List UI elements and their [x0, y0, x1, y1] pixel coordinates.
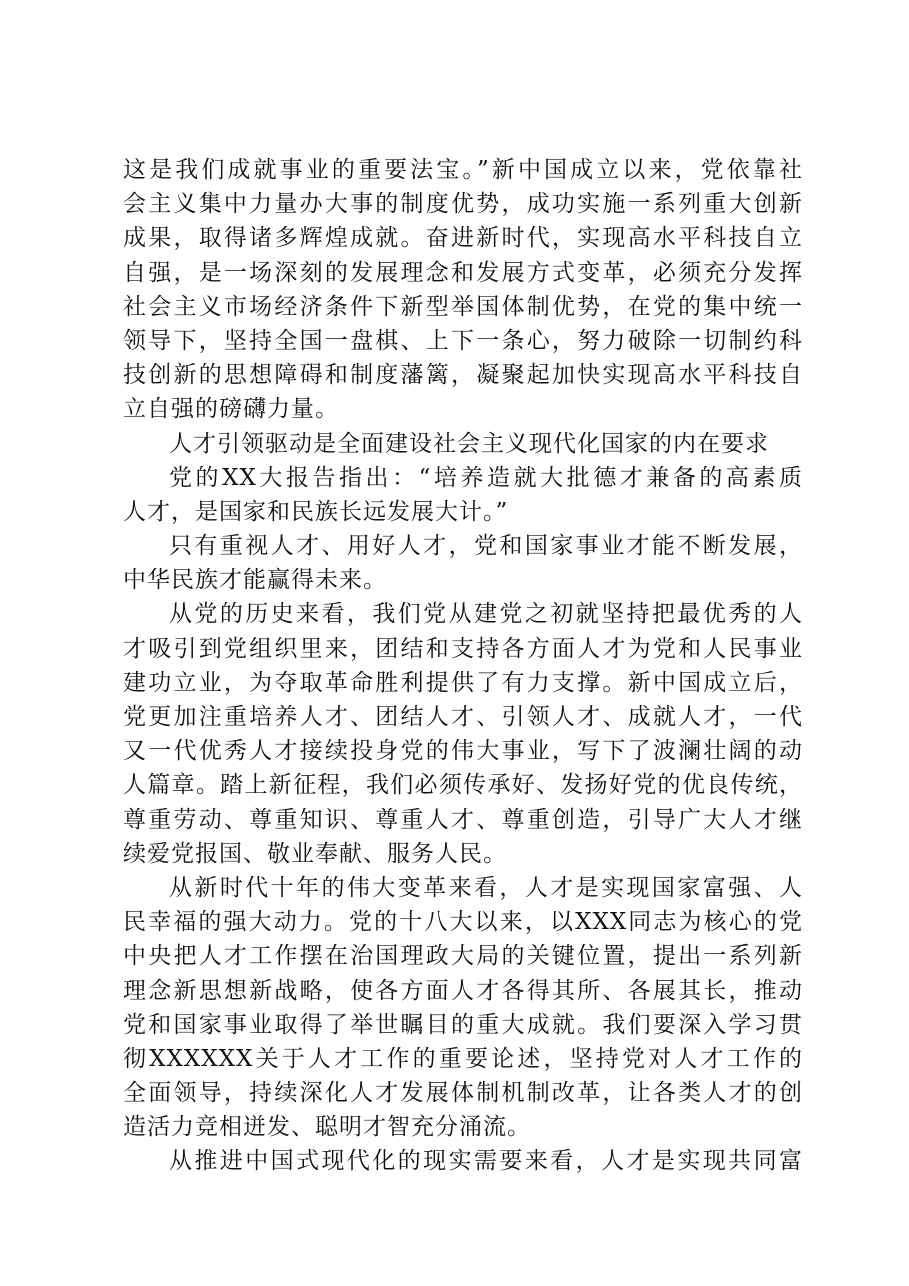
- text-line: 领导下，坚持全国一盘棋、上下一条心，努力破除一切制约科: [123, 327, 803, 354]
- text-line: 从新时代十年的伟大变革来看，人才是实现国家富强、人: [169, 874, 803, 901]
- text-line: 中华民族才能赢得未来。: [123, 567, 387, 594]
- text-line: 立自强的磅礴力量。: [123, 396, 339, 423]
- text-line: 成果，取得诸多辉煌成就。奋进新时代，实现高水平科技自立: [123, 225, 803, 252]
- text-line: 建功立业，为夺取革命胜利提供了有力支撑。新中国成立后，: [123, 669, 803, 696]
- text-line: 尊重劳动、尊重知识、尊重人才、尊重创造，引导广大人才继: [123, 806, 803, 833]
- text-line: 彻XXXXXX关于人才工作的重要论述，坚持党对人才工作的: [123, 1045, 803, 1072]
- text-line: 技创新的思想障碍和制度藩篱，凝聚起加快实现高水平科技自: [123, 362, 803, 389]
- text-line: 从推进中国式现代化的现实需要来看，人才是实现共同富: [169, 1148, 803, 1175]
- text-line: 党更加注重培养人才、团结人才、引领人才、成就人才，一代: [123, 704, 803, 730]
- text-line: 中央把人才工作摆在治国理政大局的关键位置，提出一系列新: [123, 943, 803, 970]
- text-line: 才吸引到党组织里来，团结和支持各方面人才为党和人民事业: [123, 635, 803, 662]
- text-line: 这是我们成就事业的重要法宝。”新中国成立以来，党依靠社: [123, 157, 803, 183]
- text-line: 又一代优秀人才接续投身党的伟大事业，写下了波澜壮阔的动: [123, 738, 803, 765]
- text-line: 全面领导，持续深化人才发展体制机制改革，让各类人才的创: [123, 1080, 803, 1107]
- text-line: 党的XX大报告指出：“培养造就大批德才兼备的高素质: [169, 464, 803, 491]
- text-line: 民幸福的强大动力。党的十八大以来，以XXX同志为核心的党: [123, 909, 803, 936]
- text-line: 续爱党报国、敬业奉献、服务人民。: [123, 840, 507, 867]
- text-line: 自强，是一场深刻的发展理念和发展方式变革，必须充分发挥: [123, 259, 803, 286]
- text-line: 只有重视人才、用好人才，党和国家事业才能不断发展，: [169, 533, 803, 560]
- text-line: 从党的历史来看，我们党从建党之初就坚持把最优秀的人: [169, 601, 803, 628]
- text-line: 会主义集中力量办大事的制度优势，成功实施一系列重大创新: [123, 191, 803, 218]
- text-line: 造活力竞相迸发、聪明才智充分涌流。: [123, 1114, 531, 1141]
- text-line: 人才，是国家和民族长远发展大计。”: [123, 498, 509, 525]
- text-line: 人篇章。踏上新征程，我们必须传承好、发扬好党的优良传统，: [123, 772, 803, 799]
- document-body: [123, 153, 803, 1179]
- text-line: 社会主义市场经济条件下新型举国体制优势，在党的集中统一: [123, 293, 803, 320]
- text-line: 党和国家事业取得了举世瞩目的重大成就。我们要深入学习贯: [123, 1011, 803, 1038]
- section-heading: 人才引领驱动是全面建设社会主义现代化国家的内在要求: [169, 430, 769, 457]
- text-line: 理念新思想新战略，使各方面人才各得其所、各展其长，推动: [123, 977, 803, 1004]
